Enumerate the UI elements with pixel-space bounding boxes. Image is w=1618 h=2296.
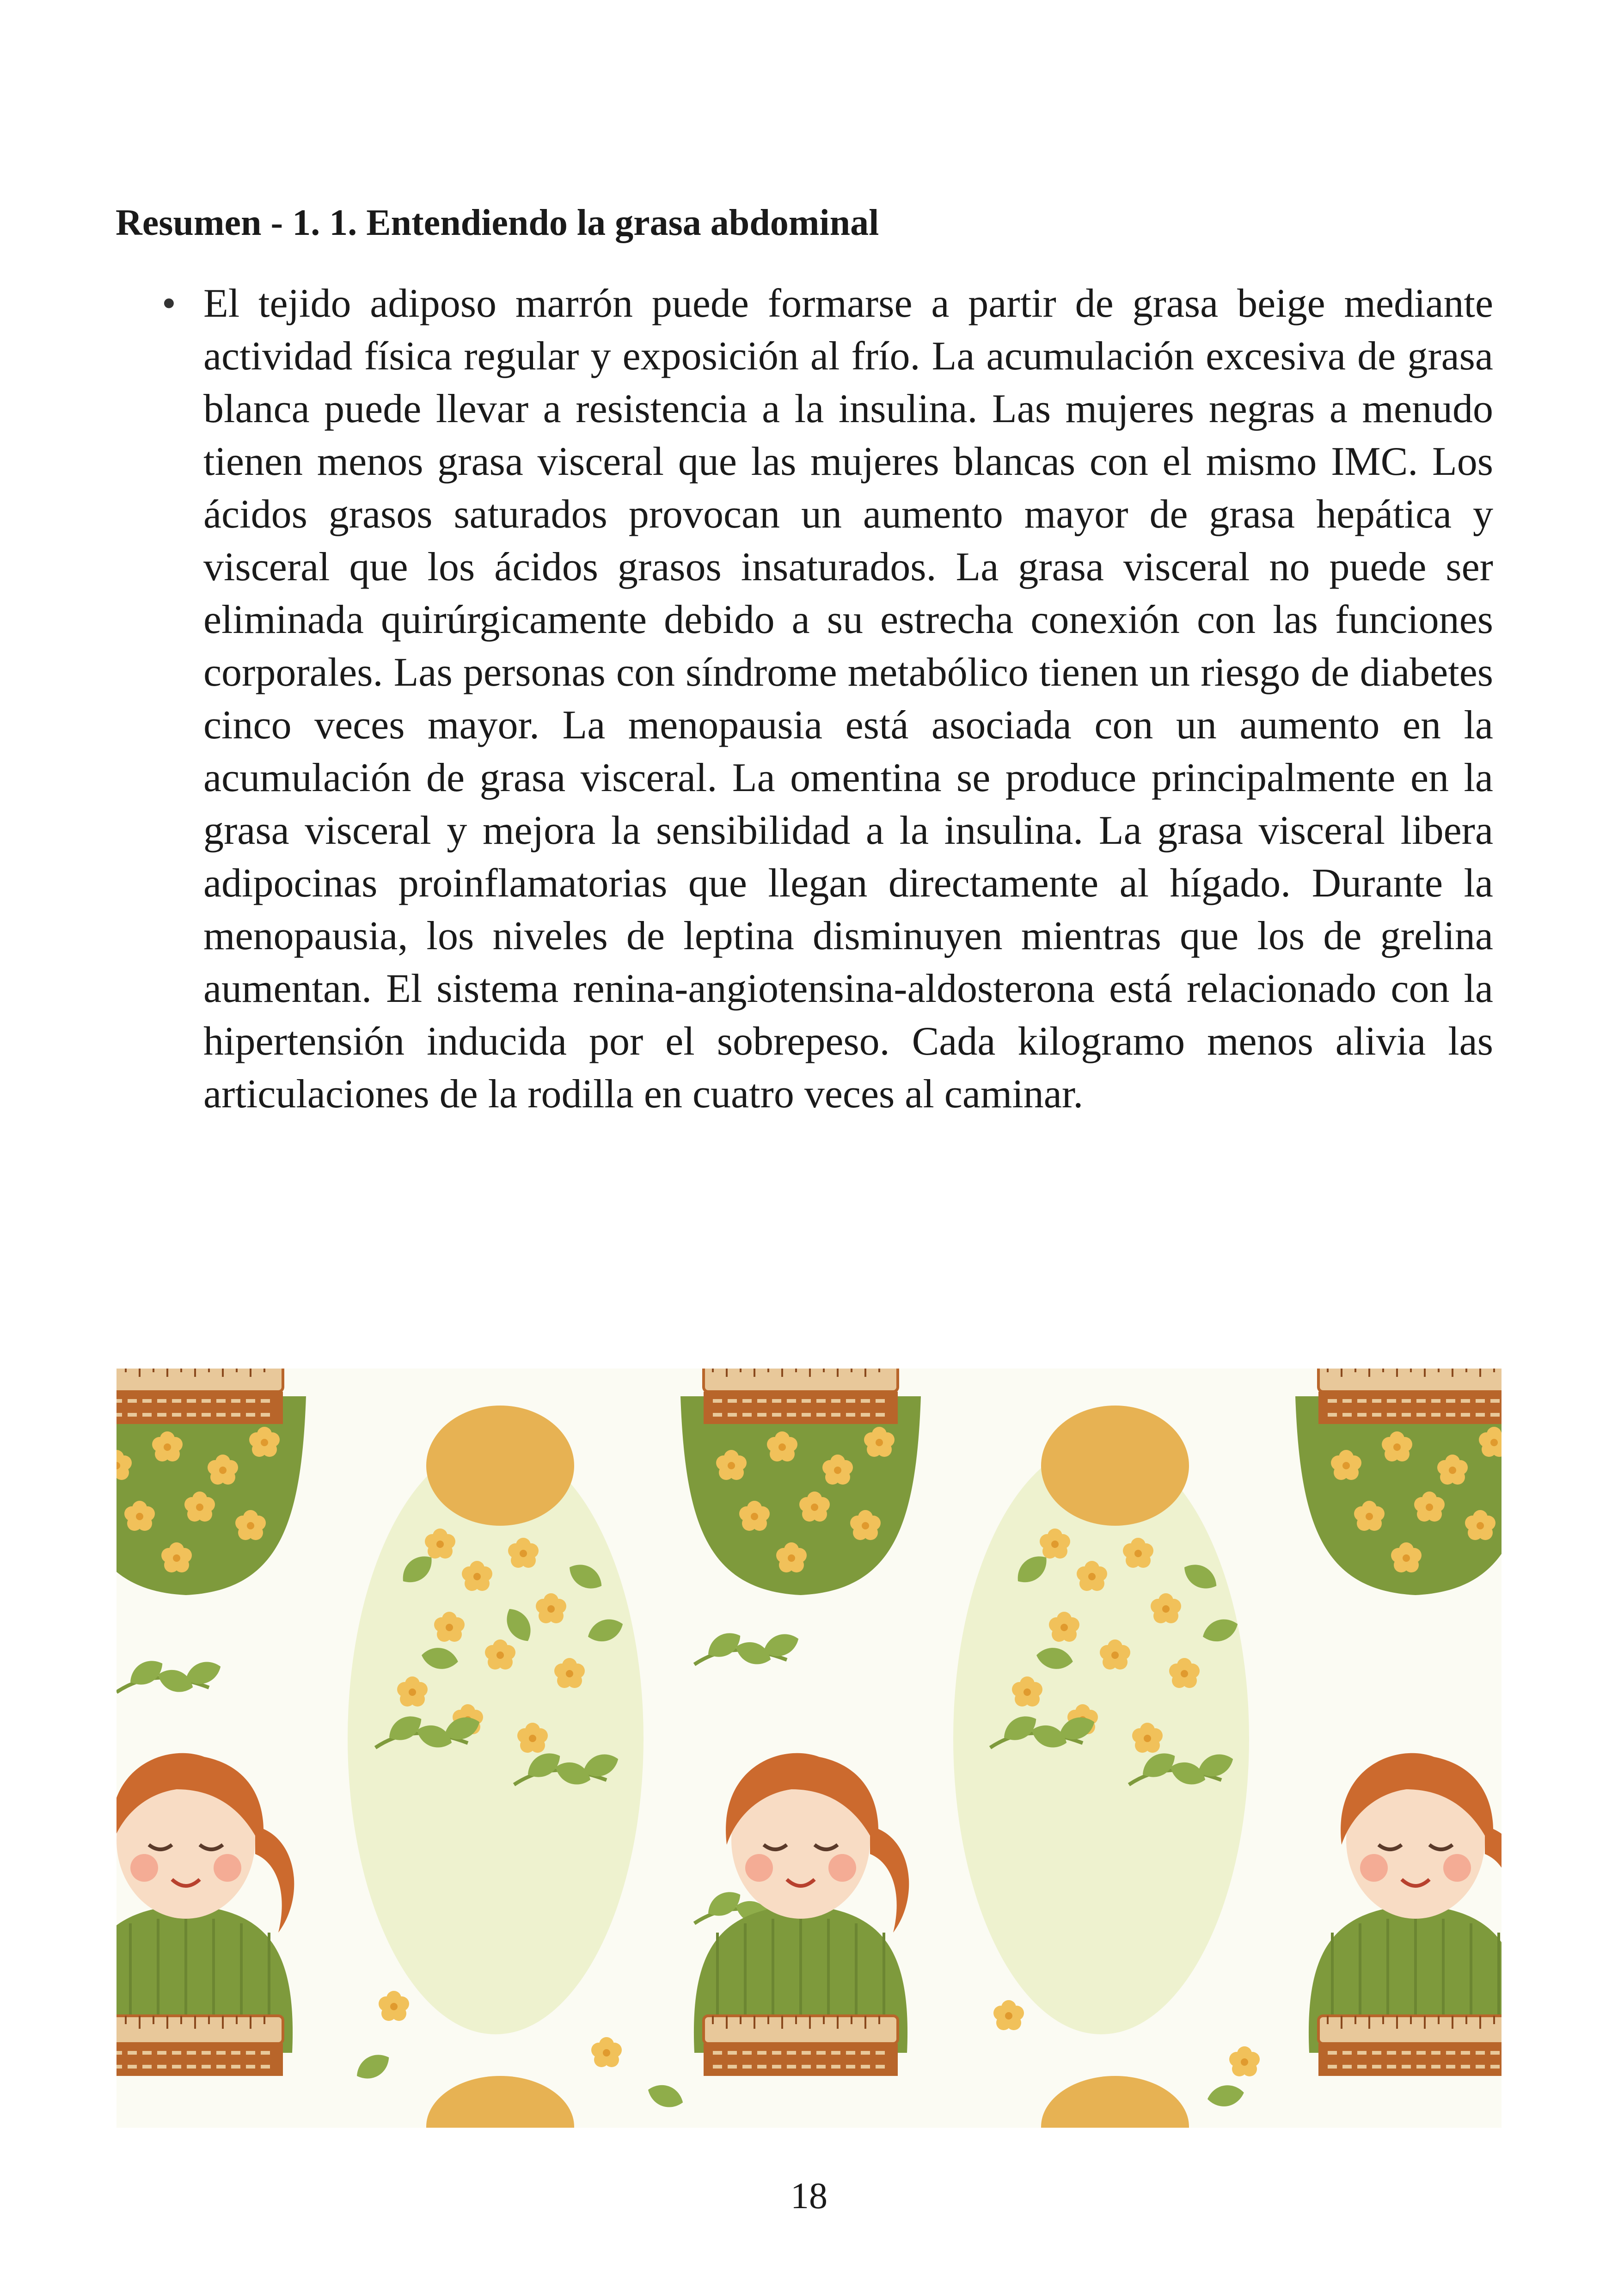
woman-measuring-tape-pattern-illustration-icon	[116, 1369, 1502, 2128]
summary-paragraph: El tejido adiposo marrón puede formarse a partir de grasa beige mediante actividad física regular y exposición al frío. La acumulación excesiva de grasa blanca puede llevar a resistencia a la insulina. Las mujeres negras a menudo tienen menos grasa visceral que las mujeres blancas con el mismo IMC. Los ácidos grasos saturados provocan un aumento mayor de grasa hepática y visceral que los ácidos grasos insaturados. La grasa visceral no puede ser eliminada quirúrgicamente debido a su estrecha conexión con las funciones corporales. Las personas con síndrome metabólico tienen un riesgo de diabetes cinco veces mayor. La menopausia está asociada con un aumento en la acumulación de grasa visceral. La omentina se produce principalmente en la grasa visceral y mejora la sensibilidad a la insulina. La grasa visceral libera adipocinas proinflamatorias que llegan directamente al hígado. Durante la menopausia, los niveles de leptina disminuyen mientras que los de grelina aumentan. El sistema renina-angiotensina-aldosterona está relacionado con la hipertensión inducida por el sobrepeso. Cada kilogramo menos alivia las articulaciones de la rodilla en cuatro veces al caminar.	[203, 281, 1493, 1117]
page-number: 18	[791, 2176, 827, 2216]
illustration	[116, 1369, 1502, 2128]
section-heading: Resumen - 1. 1. Entendiendo la grasa abdominal	[116, 203, 879, 243]
bullet-icon: •	[162, 281, 176, 326]
